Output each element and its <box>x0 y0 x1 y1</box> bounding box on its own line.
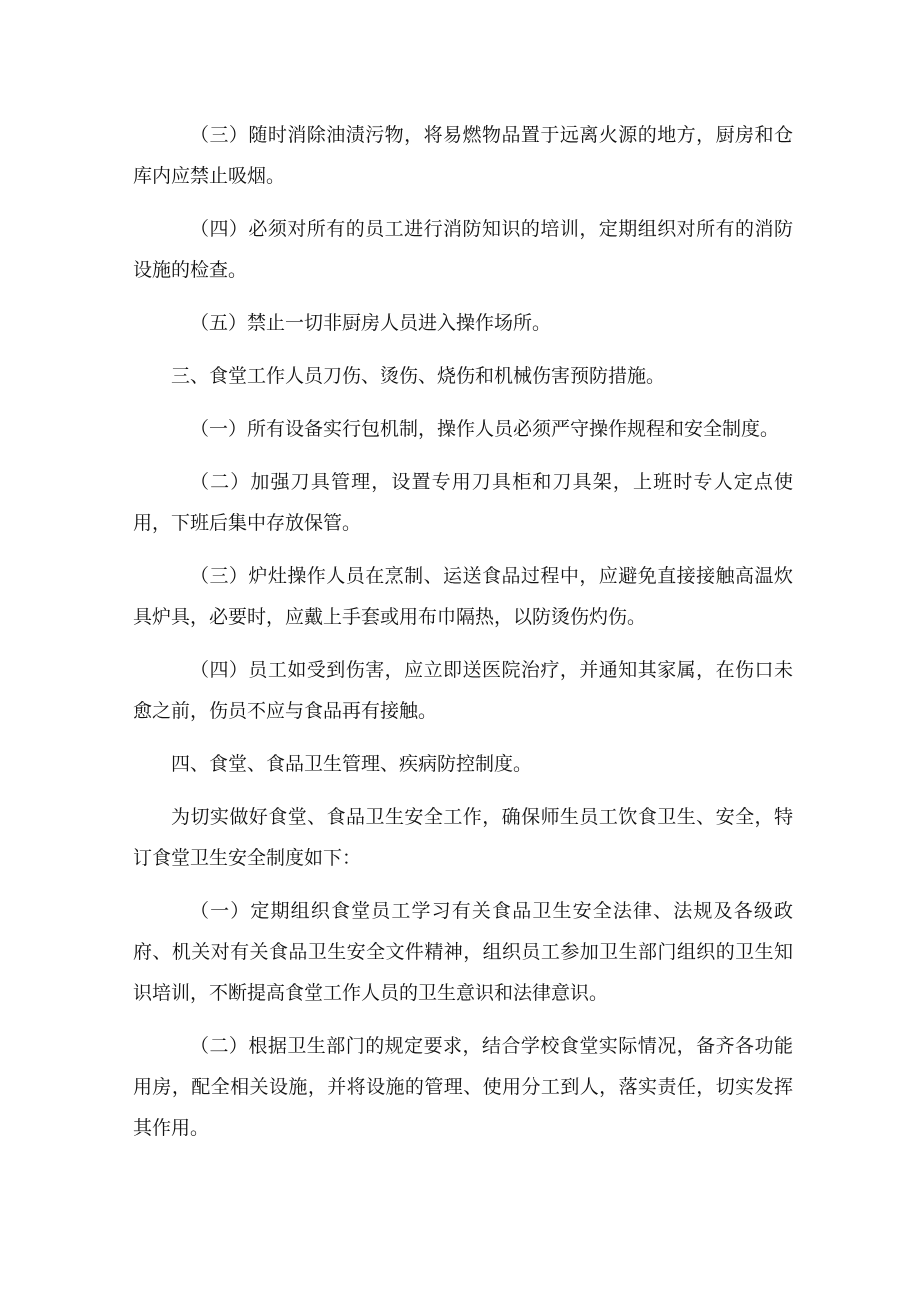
paragraph-equipment-responsibility: （一）所有设备实行包机制，操作人员必须严守操作规程和安全制度。 <box>190 418 780 440</box>
section-heading-injury-prevention: 三、食堂工作人员刀伤、烫伤、烧伤和机械伤害预防措施。 <box>171 365 666 387</box>
section-heading-hygiene: 四、食堂、食品卫生管理、疾病防控制度。 <box>171 753 533 775</box>
paragraph-hygiene-intro: 为切实做好食堂、食品卫生安全工作，确保师生员工饮食卫生、安全，特订食堂卫生安全制度如下： <box>133 806 793 869</box>
paragraph-hygiene-training: （一）定期组织食堂员工学习有关食品卫生安全法律、法规及各级政府、机关对有关食品卫生安全文件精神，组织员工参加卫生部门组织的卫生知识培训，不断提高食堂工作人员的卫生意识和法律意识。 <box>133 900 793 1004</box>
paragraph-no-entry: （五）禁止一切非厨房人员进入操作场所。 <box>190 312 552 334</box>
paragraph-facilities: （二）根据卫生部门的规定要求，结合学校食堂实际情况，备齐各功能用房，配全相关设施，并将设施的管理、使用分工到人，落实责任，切实发挥其作用。 <box>133 1035 793 1139</box>
paragraph-knife-management: （二）加强刀具管理，设置专用刀具柜和刀具架，上班时专人定点使用，下班后集中存放保管。 <box>133 471 793 534</box>
paragraph-injury-handling: （四）员工如受到伤害，应立即送医院治疗，并通知其家属，在伤口未愈之前，伤员不应与食品再有接触。 <box>133 659 793 722</box>
document-body <box>133 115 793 1161</box>
paragraph-fire-training: （四）必须对所有的员工进行消防知识的培训，定期组织对所有的消防设施的检查。 <box>133 218 793 281</box>
paragraph-burn-prevention: （三）炉灶操作人员在烹制、运送食品过程中，应避免直接接触高温炊具炉具，必要时，应戴上手套或用布巾隔热，以防烫伤灼伤。 <box>133 565 793 628</box>
paragraph-fire-oil-stains: （三）随时消除油渍污物，将易燃物品置于远离火源的地方，厨房和仓库内应禁止吸烟。 <box>133 124 793 187</box>
